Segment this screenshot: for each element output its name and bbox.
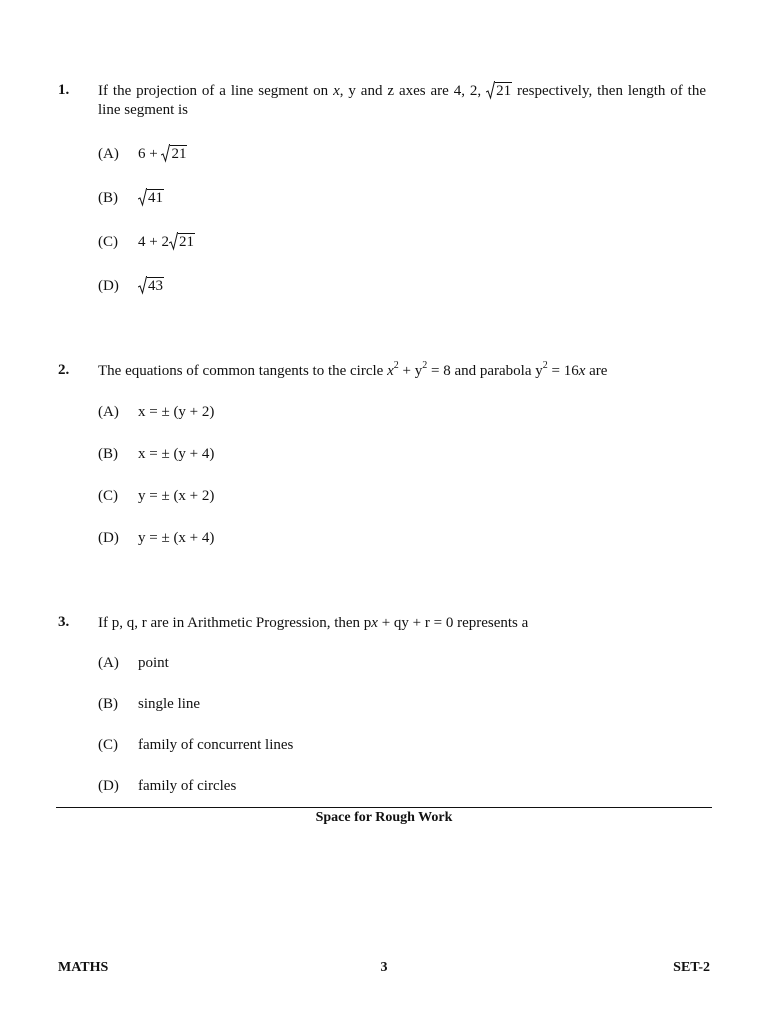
option-label: (C) bbox=[98, 737, 118, 753]
option-label: (A) bbox=[98, 404, 119, 420]
option-d[interactable] bbox=[98, 530, 214, 550]
option-c[interactable] bbox=[98, 488, 214, 508]
option-b[interactable] bbox=[98, 189, 164, 209]
question-text: If p, q, r are in Arithmetic Progression, then px + qy + r = 0 represents a bbox=[98, 615, 529, 631]
option-value: point bbox=[138, 655, 169, 671]
question-number: 3. bbox=[58, 614, 70, 630]
option-value: x = ± (y + 2) bbox=[138, 404, 215, 420]
option-label: (B) bbox=[98, 696, 118, 712]
sqrt-symbol: 21 bbox=[169, 233, 195, 251]
option-label: (C) bbox=[98, 234, 118, 250]
option-a[interactable] bbox=[98, 655, 169, 675]
option-label: (D) bbox=[98, 278, 119, 294]
option-label: (A) bbox=[98, 655, 119, 671]
option-c[interactable] bbox=[98, 233, 195, 253]
sqrt-symbol: 43 bbox=[138, 277, 164, 295]
option-label: (D) bbox=[98, 778, 119, 794]
question-text: The equations of common tangents to the circle $x^2 + y^2 = 8$ and parabola $y^2 = 16x$ are bbox=[98, 360, 608, 379]
question-number: 2. bbox=[58, 362, 70, 378]
option-value: single line bbox=[138, 696, 201, 712]
question-3 bbox=[58, 614, 706, 799]
question-number: 1. bbox=[58, 82, 70, 98]
option-d[interactable] bbox=[98, 778, 236, 798]
option-value: y = ± (x + 4) bbox=[138, 530, 215, 546]
sqrt-symbol: 21 bbox=[161, 145, 187, 163]
divider-line bbox=[56, 807, 712, 808]
option-value: family of circles bbox=[138, 778, 237, 794]
footer-page-number: 3 bbox=[380, 960, 388, 975]
option-b[interactable] bbox=[98, 446, 214, 466]
option-value: family of concurrent lines bbox=[138, 737, 294, 753]
option-label: (B) bbox=[98, 190, 118, 206]
option-d[interactable] bbox=[98, 277, 164, 297]
option-c[interactable] bbox=[98, 737, 293, 757]
option-value: y = ± (x + 2) bbox=[138, 488, 215, 504]
question-2 bbox=[58, 362, 706, 552]
option-b[interactable] bbox=[98, 696, 200, 716]
option-label: (D) bbox=[98, 530, 119, 546]
option-label: (A) bbox=[98, 146, 119, 162]
sqrt-symbol: 21 bbox=[486, 82, 512, 101]
footer-subject: MATHS bbox=[58, 960, 109, 975]
sqrt-symbol: 41 bbox=[138, 189, 164, 207]
option-a[interactable] bbox=[98, 404, 214, 424]
footer-set: SET-2 bbox=[673, 960, 710, 975]
question-text: If the projection of a line segment on x, y and z axes are 4, 2, 21 respectively, then length of the line segment is bbox=[98, 83, 706, 118]
option-value: 6 + 21 bbox=[138, 146, 187, 162]
option-value: 4 + 2 21 bbox=[138, 234, 194, 250]
option-value bbox=[138, 277, 164, 295]
rough-work-heading: Space for Rough Work bbox=[315, 810, 453, 825]
option-value bbox=[138, 189, 164, 207]
question-1 bbox=[58, 82, 706, 302]
option-value: x = ± (y + 4) bbox=[138, 446, 215, 462]
option-label: (C) bbox=[98, 488, 118, 504]
option-a[interactable] bbox=[98, 145, 187, 165]
option-label: (B) bbox=[98, 446, 118, 462]
